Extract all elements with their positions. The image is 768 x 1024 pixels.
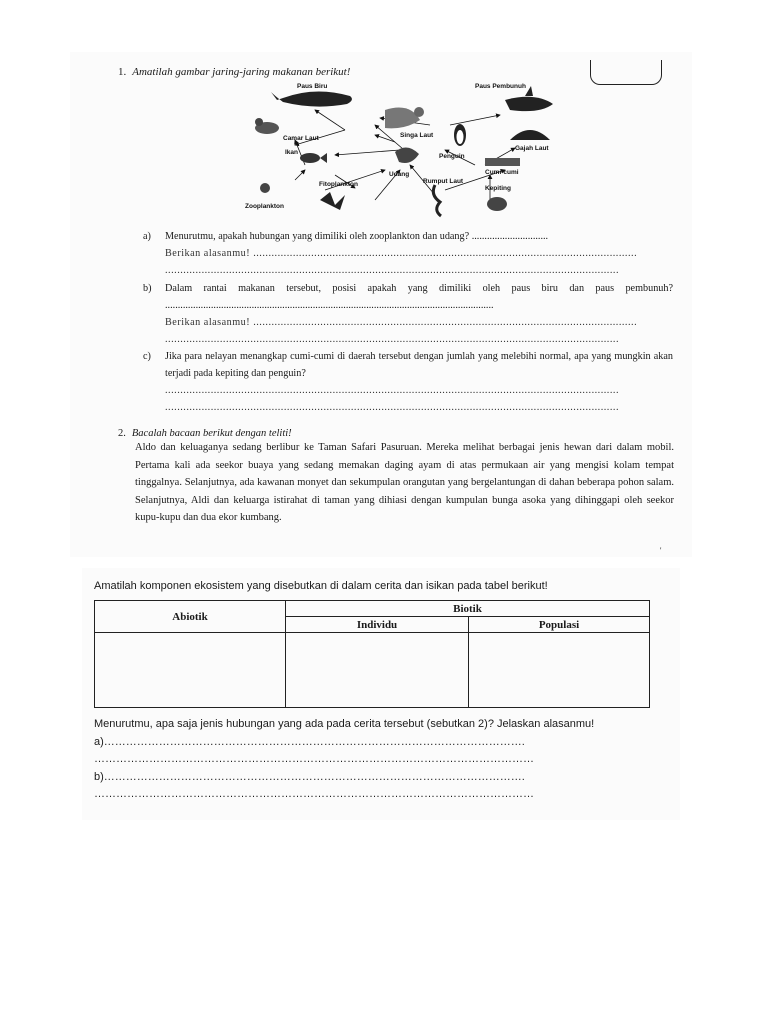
question-1c-text: Jika para nelayan menangkap cumi-cumi di daerah tersebut dengan jumlah yang melebihi normal, apa yang mungkin akan terjadi pada kepiting dan penguin? (165, 351, 673, 379)
answer-a-line-2[interactable]: ………………………………………………………………………………………………………… (94, 753, 534, 765)
question-3-text: Menurutmu, apa saja jenis hubungan yang ada pada cerita tersebut (sebutkan 2)? Jelaskan alasanmu! (94, 718, 595, 730)
question-1-title-text: Amatilah gambar jaring-jaring makanan berikut! (132, 66, 351, 78)
zooplankton-icon (245, 183, 284, 210)
label-fitoplankton: Fitoplankton (319, 181, 358, 188)
question-1a (143, 228, 673, 279)
table-instruction: Amatilah komponen ekosistem yang disebutkan di dalam cerita dan isikan pada tabel berikut! (94, 580, 548, 592)
score-box (590, 60, 662, 85)
penguin-icon (439, 124, 466, 160)
elephant-seal-icon (510, 130, 550, 152)
label-zooplankton: Zooplankton (245, 203, 284, 210)
question-1-number: 1. (118, 66, 127, 78)
label-cumi-cumi: Cumi-cumi (485, 169, 519, 176)
header-individu: Individu (286, 617, 469, 633)
seagull-icon (255, 118, 320, 142)
food-web-diagram (235, 80, 565, 220)
label-gajah-laut: Gajah Laut (515, 145, 549, 152)
question-2-title: Bacalah bacaan berikut dengan teliti! (131, 428, 292, 439)
fish-icon (285, 149, 327, 163)
question-2-story: Aldo dan keluaganya sedang berlibur ke Taman Safari Pasuruan. Mereka melihat berbagai jenis hewan dari dalam mobil. Pertama kali ada seekor buaya yang sedang memakan daging ayam di atas permukaan air yang mengisi kolam tempat tinggalnya. Selanjutnya, ada kawanan monyet dan sekumpulan orangutan yang bergelantungan di dahan beberapa pohon salam. Selanjutnya, Aldi dan keluarga istirahat di taman yang dihiasi dengan kumpulan bunga asoka yang dihinggapi oleh seekor kupu-kupu dan dua ekor kumbang. (135, 442, 674, 523)
phytoplankton-icon (319, 181, 358, 210)
header-abiotik: Abiotik (95, 601, 286, 633)
header-populasi: Populasi (469, 617, 650, 633)
question-1c-answer-line-2[interactable]: ..................................................................................................................................................... (165, 402, 619, 413)
question-1b-answer-line[interactable]: ..................................................................................................................................................... (165, 334, 619, 345)
question-1a-label: a) (143, 231, 151, 242)
shrimp-icon (389, 147, 419, 178)
orca-icon (475, 83, 553, 111)
question-1b-label: b) (143, 283, 152, 294)
question-3 (94, 716, 656, 804)
question-2-number: 2. (118, 428, 126, 439)
question-1-title (118, 66, 350, 78)
margin-mark: ' (660, 546, 662, 555)
blue-whale-icon (271, 83, 352, 107)
crab-icon (485, 185, 511, 211)
cell-populasi[interactable] (469, 633, 650, 708)
answer-b-line-2[interactable]: ………………………………………………………………………………………………………… (94, 788, 534, 800)
question-1c-answer-line-1[interactable]: ..................................................................................................................................................... (165, 385, 619, 396)
question-1a-text: Menurutmu, apakah hubungan yang dimiliki oleh zooplankton dan udang? .............................. (165, 231, 549, 242)
label-paus-pembunuh: Paus Pembunuh (475, 83, 526, 90)
question-1c-label: c) (143, 351, 151, 362)
answer-b-line[interactable]: b)……………………………………………………………………………………………………. (94, 770, 525, 783)
question-1b-reason[interactable]: Berikan alasanmu! .............................................................................................................................. (165, 317, 638, 328)
squid-icon (485, 158, 520, 176)
question-1b (143, 280, 673, 348)
label-paus-biru: Paus Biru (297, 83, 328, 90)
cell-abiotik[interactable] (95, 633, 286, 708)
question-1a-reason[interactable]: Berikan alasanmu! .............................................................................................................................. (165, 248, 638, 259)
question-1a-answer-line[interactable]: ..................................................................................................................................................... (165, 265, 619, 276)
label-udang: Udang (389, 171, 410, 178)
label-rumput-laut: Rumput Laut (423, 178, 464, 185)
seaweed-icon (423, 178, 464, 216)
label-camar-laut: Camar Laut (283, 135, 319, 142)
cell-individu[interactable] (286, 633, 469, 708)
ecosystem-table (94, 600, 650, 708)
label-kepiting: Kepiting (485, 185, 511, 192)
header-biotik: Biotik (286, 601, 650, 617)
label-penguin: Penguin (439, 153, 465, 160)
question-1b-text: Dalam rantai makanan tersebut, posisi apakah yang dimiliki oleh paus biru dan paus pembunuh? ................................................................................................................................. (165, 283, 673, 311)
question-1c (143, 348, 673, 416)
answer-a-line[interactable]: a)……………………………………………………………………………………………………. (94, 735, 525, 748)
sea-lion-icon (385, 107, 434, 139)
label-ikan: Ikan (285, 149, 299, 156)
label-singa-laut: Singa Laut (400, 132, 434, 139)
question-2 (118, 428, 674, 527)
